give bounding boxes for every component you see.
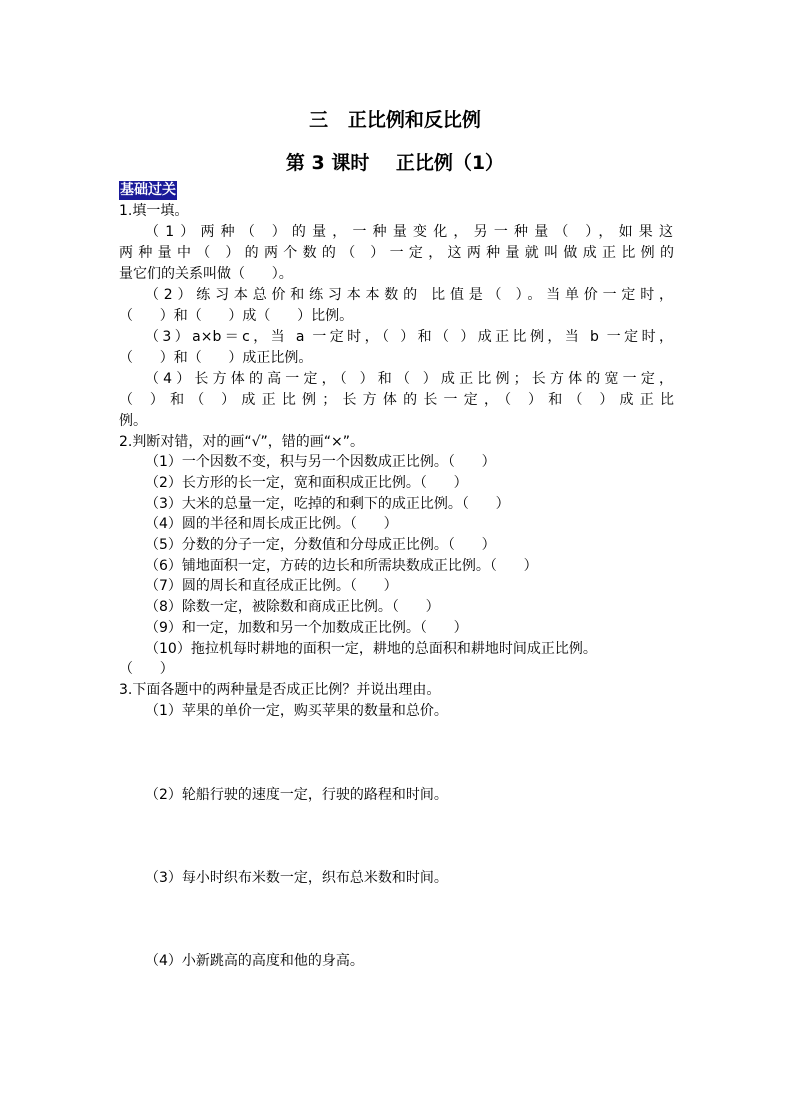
q1-line: （4）长方体的高一定，（ ）和（ ）成正比例；长方体的宽一定， (145, 371, 673, 387)
q3-item: （2）轮船行驶的速度一定，行驶的路程和时间。 (145, 787, 448, 803)
q1-line: （2）练习本总价和练习本本数的 比值是（ ）。当单价一定时， (145, 287, 673, 303)
q2-item: （2）长方形的长一定，宽和面积成正比例。（ ） (145, 475, 468, 491)
q2-item: （8）除数一定，被除数和商成正比例。（ ） (145, 599, 440, 615)
q3-heading: 3.下面各题中的两种量是否成正比例？并说出理由。 (119, 682, 441, 698)
q2-heading: 2.判断对错，对的画“√”，错的画“×”。 (119, 434, 365, 450)
q2-item: （7）圆的周长和直径成正比例。（ ） (145, 578, 398, 594)
q2-item: （10）拖拉机每时耕地的面积一定，耕地的总面积和耕地时间成正比例。 (145, 641, 597, 657)
q2-item: （9）和一定，加数和另一个加数成正比例。（ ） (145, 620, 468, 636)
q1-line: 量它们的关系叫做（ ）。 (119, 266, 293, 282)
unit-title: 三 正比例和反比例 (309, 109, 481, 131)
lesson-title: 第 3 课时 正比例（1） (285, 152, 505, 174)
q2-item: （5）分数的分子一定，分数值和分母成正比例。（ ） (145, 537, 496, 553)
q2-item: （4）圆的半径和周长成正比例。（ ） (145, 516, 398, 532)
q2-item: （3）大米的总量一定，吃掉的和剩下的成正比例。（ ） (145, 496, 510, 512)
q1-line: （1）两种（ ）的量，一种量变化，另一种量（ ），如果这 (145, 224, 673, 240)
q1-heading: 1.填一填。 (119, 203, 189, 219)
q2-item: （1）一个因数不变，积与另一个因数成正比例。（ ） (145, 454, 496, 470)
q1-line: （ ）和（ ）成正比例。 (119, 350, 313, 366)
q3-item: （3）每小时织布米数一定，织布总米数和时间。 (145, 870, 448, 886)
q1-line: （3）a×b＝c，当 a 一定时，（ ）和（ ）成正比例，当 b 一定时， (145, 329, 673, 345)
section-badge: 基础过关 (120, 182, 176, 198)
q1-line: 两种量中（ ）的两个数的（ ）一定，这两种量就叫做成正比例的 (119, 245, 674, 261)
q2-item: （ ） (119, 661, 174, 677)
q1-line: （ ）和（ ）成（ ）比例。 (119, 308, 354, 324)
q3-item: （4）小新跳高的高度和他的身高。 (145, 953, 364, 969)
q1-line: （ ）和（ ）成正比例；长方体的长一定，（ ）和（ ）成正比 (119, 392, 674, 408)
q1-line: 例。 (119, 413, 147, 429)
q2-item: （6）铺地面积一定，方砖的边长和所需块数成正比例。（ ） (145, 558, 538, 574)
q3-item: （1）苹果的单价一定，购买苹果的数量和总价。 (145, 703, 448, 719)
